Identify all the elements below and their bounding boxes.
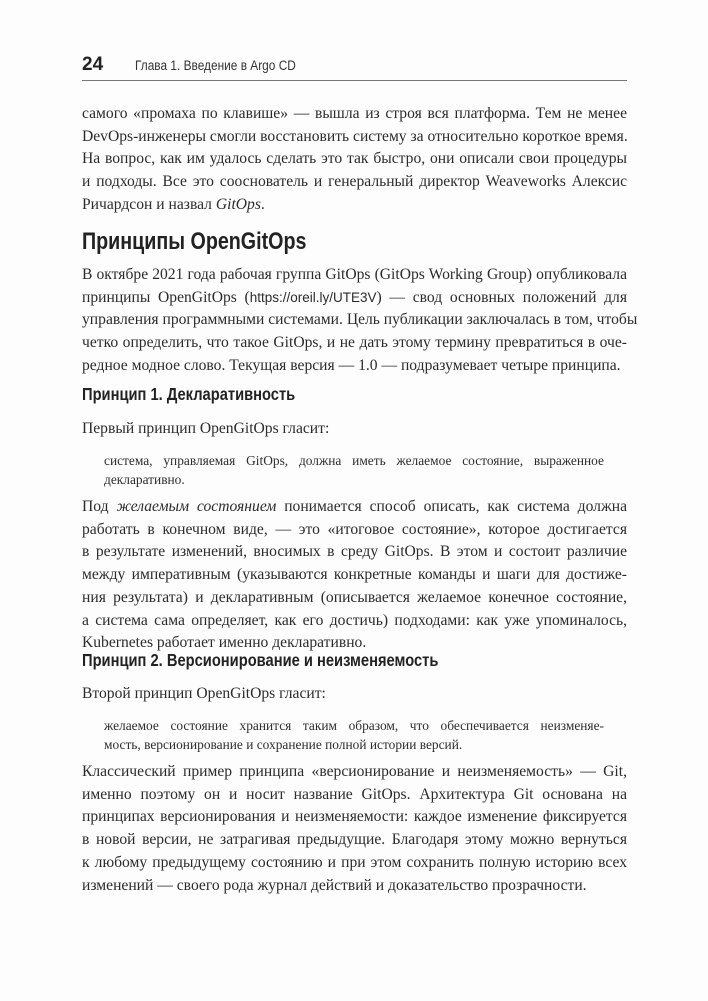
principle-1-quote bbox=[104, 451, 604, 489]
chapter-title: Глава 1. Введение в Argo CD bbox=[135, 58, 296, 73]
text-line: в результате изменений, вносимых в среду GitOps. В этом и состоит различие bbox=[82, 543, 627, 561]
section-heading: Принципы OpenGitOps bbox=[82, 228, 307, 255]
quote-line: декларативно. bbox=[104, 472, 185, 487]
italic-term: желаемым состоянием bbox=[116, 498, 277, 515]
text-line: между императивным (указываются конкретные команды и шаги для достиже- bbox=[82, 566, 627, 584]
text-line: к любому предыдущему состоянию и при этом сохранить полную историю всех bbox=[82, 853, 627, 871]
link-opengitops[interactable]: https://oreil.ly/UTE3V bbox=[249, 289, 377, 305]
text-span: Под bbox=[82, 498, 117, 515]
quote-line: мость, версионирование и сохранение полной истории версий. bbox=[104, 737, 463, 752]
principle-2-lead bbox=[82, 683, 627, 706]
text-line: На вопрос, как им удалось сделать это так быстро, они описали свои процедуры bbox=[82, 150, 627, 168]
text-line: В октябре 2021 года рабочая группа GitOps (GitOps Working Group) опубликовала bbox=[82, 266, 627, 283]
principle-1-paragraph bbox=[82, 496, 627, 655]
principle-2-heading: Принцип 2. Версионирование и неизменяемость bbox=[82, 650, 439, 670]
page-number: 24 bbox=[82, 54, 104, 75]
text-line: в новой версии, не затрагивая предыдущие. Благодаря этому можно вернуться bbox=[82, 831, 627, 849]
text-line: ния результата) и декларативным (описывается желаемое конечное состояние, bbox=[82, 588, 627, 606]
text-line: редное модное слово. Текущая версия — 1.0 — подразумевает четыре принципа. bbox=[82, 356, 621, 374]
text-line: и подходы. Все это сооснователь и генеральный директор Weaveworks Алексис bbox=[82, 173, 627, 191]
text-line: самого «промаха по клавише» — вышла из строя вся платформа. Тем не менее bbox=[82, 105, 627, 122]
text-span: понимается способ описать, как система должна bbox=[276, 498, 627, 515]
text-line: DevOps-инженеры смогли восстановить систему за относительно короткое время. bbox=[82, 127, 628, 145]
intro-paragraph bbox=[82, 103, 627, 217]
text-line: Kubernetes работает именно декларативно. bbox=[82, 634, 367, 652]
text-span: ) — свод основных положений для bbox=[376, 288, 627, 306]
text-line: а система сама определяет, как его достичь) подходами: как уже упоминалось, bbox=[82, 611, 627, 629]
quote-line: система, управляемая GitOps, должна иметь желаемое состояние, выраженное bbox=[104, 453, 604, 468]
principle-1-lead bbox=[82, 418, 627, 441]
text-line: четко определить, что такое GitOps, и не дать этому термину превратиться в оче- bbox=[82, 334, 627, 352]
running-header bbox=[82, 52, 627, 81]
italic-term: GitOps bbox=[215, 195, 261, 213]
section-paragraph bbox=[82, 264, 638, 378]
text-line: изменений — своего рода журнал действий и доказательство прозрачности. bbox=[82, 876, 587, 894]
text-line: принципах версионирования и неизменяемости: каждое изменение фиксируется bbox=[82, 808, 627, 826]
principle-1-heading: Принцип 1. Декларативность bbox=[82, 384, 296, 404]
text-line: Второй принцип OpenGitOps гласит: bbox=[82, 685, 326, 702]
principle-2-paragraph bbox=[82, 761, 627, 897]
text-span: принципы OpenGitOps ( bbox=[82, 288, 250, 306]
text-line bbox=[82, 194, 627, 217]
text-line: Классический пример принципа «версионирование и неизменяемость» — Git, bbox=[82, 763, 627, 780]
text-line: Первый принцип OpenGitOps гласит: bbox=[82, 420, 330, 437]
principle-2-quote bbox=[104, 716, 604, 754]
quote-line: желаемое состояние хранится таким образом, что обеспечивается неизменяе- bbox=[104, 718, 604, 733]
text-line bbox=[82, 496, 627, 519]
text-span: Ричардсон и назвал bbox=[82, 195, 216, 213]
text-line bbox=[82, 287, 627, 310]
text-span: . bbox=[260, 195, 265, 213]
text-line: управления программными системами. Цель публикации заключалась в том, чтобы bbox=[82, 311, 638, 329]
text-line: работать в конечном виде, — это «итоговое состояние», которое достигается bbox=[82, 520, 627, 538]
text-line: именно поэтому он и носит название GitOps. Архитектура Git основана на bbox=[82, 785, 627, 803]
